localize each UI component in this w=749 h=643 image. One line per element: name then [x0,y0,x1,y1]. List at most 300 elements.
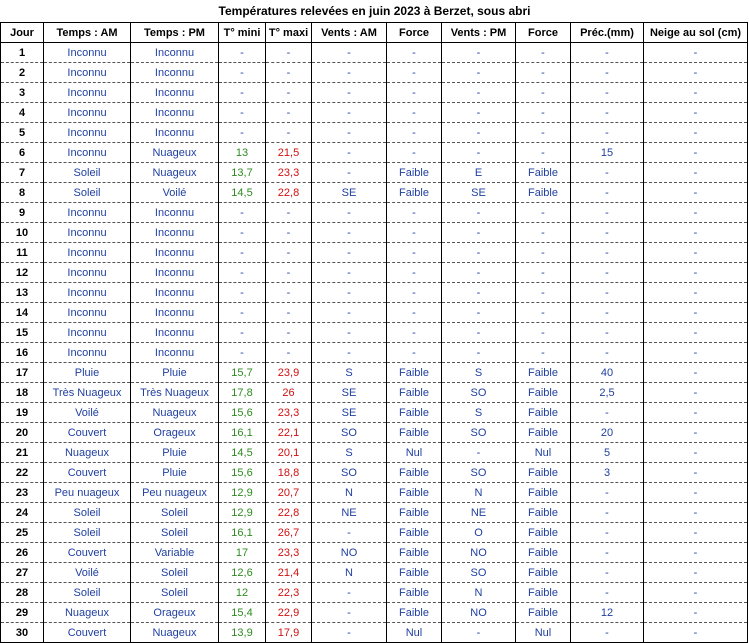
cell-force-pm[interactable]: - [516,343,571,363]
cell-temps-pm[interactable]: Voilé [131,183,219,203]
cell-temps-am[interactable]: Inconnu [44,263,131,283]
cell-vents-am[interactable]: S [312,363,387,383]
col-header-vents-am[interactable]: Vents : AM [312,23,387,43]
cell-tmax[interactable]: - [266,83,312,103]
cell-temps-pm[interactable]: Variable [131,543,219,563]
cell-precip[interactable]: - [571,223,644,243]
cell-vents-am[interactable]: - [312,123,387,143]
cell-force-pm[interactable]: Faible [516,163,571,183]
cell-vents-pm[interactable]: - [442,263,516,283]
cell-force-pm[interactable]: - [516,243,571,263]
cell-vents-am[interactable]: - [312,163,387,183]
cell-vents-am[interactable]: - [312,323,387,343]
col-header-force-pm[interactable]: Force [516,23,571,43]
cell-temps-pm[interactable]: Soleil [131,563,219,583]
cell-tmax[interactable]: - [266,123,312,143]
cell-vents-pm[interactable]: - [442,103,516,123]
cell-precip[interactable]: - [571,403,644,423]
cell-jour[interactable]: 14 [1,303,44,323]
cell-force-am[interactable]: - [387,283,442,303]
cell-precip[interactable]: 3 [571,463,644,483]
cell-jour[interactable]: 1 [1,43,44,63]
cell-temps-pm[interactable]: Inconnu [131,263,219,283]
cell-temps-am[interactable]: Soleil [44,583,131,603]
cell-neige[interactable]: - [644,223,748,243]
col-header-precip[interactable]: Préc.(mm) [571,23,644,43]
col-header-temps-am[interactable]: Temps : AM [44,23,131,43]
cell-vents-am[interactable]: S [312,443,387,463]
cell-temps-am[interactable]: Pluie [44,363,131,383]
cell-force-am[interactable]: - [387,323,442,343]
cell-force-pm[interactable]: Faible [516,543,571,563]
cell-tmin[interactable]: 17 [219,543,266,563]
cell-neige[interactable]: - [644,83,748,103]
cell-jour[interactable]: 3 [1,83,44,103]
cell-force-pm[interactable]: Faible [516,603,571,623]
cell-temps-am[interactable]: Inconnu [44,323,131,343]
cell-force-am[interactable]: - [387,43,442,63]
cell-tmin[interactable]: - [219,83,266,103]
cell-force-pm[interactable]: Faible [516,183,571,203]
col-header-tmin[interactable]: T° mini [219,23,266,43]
cell-force-pm[interactable]: - [516,323,571,343]
cell-precip[interactable]: 2,5 [571,383,644,403]
cell-precip[interactable]: 5 [571,443,644,463]
cell-temps-pm[interactable]: Inconnu [131,43,219,63]
cell-force-am[interactable]: Faible [387,163,442,183]
cell-jour[interactable]: 24 [1,503,44,523]
cell-tmax[interactable]: - [266,283,312,303]
cell-neige[interactable]: - [644,583,748,603]
cell-vents-pm[interactable]: SO [442,423,516,443]
cell-tmax[interactable]: 26,7 [266,523,312,543]
cell-neige[interactable]: - [644,303,748,323]
cell-force-pm[interactable]: Faible [516,403,571,423]
cell-neige[interactable]: - [644,43,748,63]
cell-jour[interactable]: 20 [1,423,44,443]
cell-neige[interactable]: - [644,63,748,83]
cell-neige[interactable]: - [644,283,748,303]
cell-vents-pm[interactable]: N [442,583,516,603]
cell-temps-pm[interactable]: Inconnu [131,103,219,123]
cell-vents-pm[interactable]: - [442,123,516,143]
cell-force-am[interactable]: Faible [387,523,442,543]
cell-neige[interactable]: - [644,143,748,163]
cell-temps-am[interactable]: Voilé [44,563,131,583]
cell-precip[interactable]: 20 [571,423,644,443]
cell-temps-am[interactable]: Soleil [44,523,131,543]
cell-vents-pm[interactable]: - [442,223,516,243]
cell-temps-pm[interactable]: Orageux [131,603,219,623]
cell-precip[interactable]: - [571,543,644,563]
cell-tmin[interactable]: 16,1 [219,523,266,543]
cell-vents-pm[interactable]: - [442,303,516,323]
cell-vents-pm[interactable]: SO [442,383,516,403]
cell-vents-am[interactable]: SO [312,463,387,483]
cell-temps-am[interactable]: Inconnu [44,83,131,103]
cell-tmin[interactable]: - [219,223,266,243]
cell-precip[interactable]: - [571,83,644,103]
cell-jour[interactable]: 2 [1,63,44,83]
cell-tmin[interactable]: 12,6 [219,563,266,583]
cell-jour[interactable]: 25 [1,523,44,543]
cell-force-pm[interactable]: - [516,83,571,103]
cell-temps-am[interactable]: Peu nuageux [44,483,131,503]
cell-vents-am[interactable]: - [312,143,387,163]
cell-temps-am[interactable]: Inconnu [44,63,131,83]
cell-precip[interactable]: - [571,583,644,603]
cell-precip[interactable]: - [571,43,644,63]
cell-neige[interactable]: - [644,443,748,463]
cell-temps-am[interactable]: Couvert [44,463,131,483]
cell-temps-am[interactable]: Soleil [44,163,131,183]
cell-vents-am[interactable]: - [312,603,387,623]
cell-tmin[interactable]: 15,4 [219,603,266,623]
cell-vents-pm[interactable]: NO [442,603,516,623]
cell-neige[interactable]: - [644,263,748,283]
cell-force-pm[interactable]: Faible [516,563,571,583]
cell-tmax[interactable]: 22,3 [266,583,312,603]
cell-vents-am[interactable]: SE [312,183,387,203]
cell-vents-am[interactable]: - [312,583,387,603]
cell-jour[interactable]: 26 [1,543,44,563]
cell-vents-am[interactable]: NO [312,543,387,563]
cell-jour[interactable]: 11 [1,243,44,263]
cell-precip[interactable]: - [571,283,644,303]
cell-temps-pm[interactable]: Inconnu [131,283,219,303]
cell-neige[interactable]: - [644,323,748,343]
cell-neige[interactable]: - [644,403,748,423]
cell-vents-pm[interactable]: O [442,523,516,543]
cell-jour[interactable]: 17 [1,363,44,383]
cell-temps-pm[interactable]: Inconnu [131,243,219,263]
cell-force-pm[interactable]: - [516,303,571,323]
cell-vents-am[interactable]: SO [312,423,387,443]
cell-tmin[interactable]: - [219,323,266,343]
cell-temps-am[interactable]: Soleil [44,503,131,523]
cell-temps-am[interactable]: Couvert [44,423,131,443]
cell-temps-pm[interactable]: Inconnu [131,323,219,343]
cell-precip[interactable]: - [571,203,644,223]
cell-force-pm[interactable]: - [516,43,571,63]
cell-force-am[interactable]: - [387,103,442,123]
cell-jour[interactable]: 12 [1,263,44,283]
cell-temps-pm[interactable]: Pluie [131,463,219,483]
cell-tmin[interactable]: - [219,123,266,143]
cell-tmax[interactable]: - [266,263,312,283]
cell-force-am[interactable]: Faible [387,603,442,623]
cell-temps-am[interactable]: Inconnu [44,283,131,303]
cell-neige[interactable]: - [644,203,748,223]
cell-force-pm[interactable]: - [516,203,571,223]
cell-vents-am[interactable]: SE [312,403,387,423]
cell-tmax[interactable]: - [266,323,312,343]
cell-tmin[interactable]: 15,6 [219,403,266,423]
cell-precip[interactable]: - [571,263,644,283]
cell-jour[interactable]: 28 [1,583,44,603]
cell-temps-pm[interactable]: Inconnu [131,303,219,323]
cell-force-am[interactable]: - [387,303,442,323]
cell-vents-pm[interactable]: - [442,43,516,63]
cell-force-pm[interactable]: Faible [516,583,571,603]
cell-vents-pm[interactable]: SO [442,563,516,583]
cell-neige[interactable]: - [644,483,748,503]
cell-tmin[interactable]: 12,9 [219,483,266,503]
cell-tmax[interactable]: - [266,343,312,363]
cell-tmin[interactable]: - [219,203,266,223]
cell-force-am[interactable]: - [387,123,442,143]
cell-force-pm[interactable]: - [516,223,571,243]
cell-temps-pm[interactable]: Peu nuageux [131,483,219,503]
cell-vents-pm[interactable]: - [442,63,516,83]
cell-force-pm[interactable]: - [516,263,571,283]
cell-neige[interactable]: - [644,563,748,583]
cell-vents-am[interactable]: - [312,623,387,643]
cell-force-am[interactable]: Faible [387,543,442,563]
cell-temps-am[interactable]: Couvert [44,623,131,643]
cell-neige[interactable]: - [644,383,748,403]
cell-neige[interactable]: - [644,623,748,643]
cell-neige[interactable]: - [644,603,748,623]
cell-force-pm[interactable]: - [516,143,571,163]
cell-vents-am[interactable]: - [312,43,387,63]
cell-jour[interactable]: 13 [1,283,44,303]
cell-temps-pm[interactable]: Pluie [131,443,219,463]
cell-force-pm[interactable]: Faible [516,503,571,523]
cell-tmin[interactable]: 15,6 [219,463,266,483]
cell-vents-pm[interactable]: SO [442,463,516,483]
cell-jour[interactable]: 4 [1,103,44,123]
cell-precip[interactable]: - [571,103,644,123]
cell-force-am[interactable]: - [387,343,442,363]
cell-tmax[interactable]: 17,9 [266,623,312,643]
cell-vents-pm[interactable]: - [442,443,516,463]
cell-tmax[interactable]: 23,9 [266,363,312,383]
cell-temps-am[interactable]: Inconnu [44,343,131,363]
cell-precip[interactable]: - [571,623,644,643]
cell-vents-am[interactable]: - [312,103,387,123]
cell-temps-am[interactable]: Inconnu [44,223,131,243]
cell-temps-pm[interactable]: Nuageux [131,623,219,643]
cell-vents-pm[interactable]: - [442,323,516,343]
cell-vents-pm[interactable]: - [442,243,516,263]
cell-vents-pm[interactable]: SE [442,183,516,203]
cell-tmin[interactable]: - [219,263,266,283]
cell-vents-am[interactable]: - [312,523,387,543]
cell-jour[interactable]: 18 [1,383,44,403]
cell-jour[interactable]: 21 [1,443,44,463]
cell-temps-am[interactable]: Couvert [44,543,131,563]
cell-force-pm[interactable]: Faible [516,423,571,443]
cell-jour[interactable]: 6 [1,143,44,163]
cell-force-pm[interactable]: - [516,123,571,143]
cell-vents-pm[interactable]: S [442,403,516,423]
cell-precip[interactable]: - [571,343,644,363]
cell-vents-pm[interactable]: - [442,623,516,643]
cell-vents-am[interactable]: - [312,343,387,363]
cell-force-am[interactable]: Faible [387,583,442,603]
cell-neige[interactable]: - [644,463,748,483]
cell-precip[interactable]: - [571,503,644,523]
cell-precip[interactable]: - [571,523,644,543]
cell-temps-pm[interactable]: Orageux [131,423,219,443]
cell-tmin[interactable]: 13,7 [219,163,266,183]
col-header-temps-pm[interactable]: Temps : PM [131,23,219,43]
cell-tmin[interactable]: - [219,63,266,83]
cell-tmin[interactable]: 16,1 [219,423,266,443]
cell-temps-am[interactable]: Inconnu [44,143,131,163]
cell-temps-pm[interactable]: Nuageux [131,163,219,183]
cell-temps-pm[interactable]: Inconnu [131,123,219,143]
cell-vents-am[interactable]: - [312,263,387,283]
cell-jour[interactable]: 15 [1,323,44,343]
cell-neige[interactable]: - [644,363,748,383]
cell-tmin[interactable]: - [219,103,266,123]
cell-neige[interactable]: - [644,503,748,523]
cell-force-am[interactable]: Nul [387,443,442,463]
cell-tmax[interactable]: - [266,43,312,63]
cell-precip[interactable]: 15 [571,143,644,163]
cell-temps-am[interactable]: Inconnu [44,123,131,143]
cell-precip[interactable]: - [571,123,644,143]
cell-precip[interactable]: 12 [571,603,644,623]
cell-tmin[interactable]: - [219,43,266,63]
cell-force-am[interactable]: Faible [387,403,442,423]
cell-temps-pm[interactable]: Nuageux [131,143,219,163]
col-header-tmax[interactable]: T° maxi [266,23,312,43]
cell-force-pm[interactable]: - [516,283,571,303]
cell-jour[interactable]: 27 [1,563,44,583]
cell-force-am[interactable]: - [387,83,442,103]
cell-temps-pm[interactable]: Inconnu [131,83,219,103]
cell-temps-am[interactable]: Soleil [44,183,131,203]
cell-tmax[interactable]: 23,3 [266,403,312,423]
cell-tmax[interactable]: 22,1 [266,423,312,443]
cell-precip[interactable]: - [571,303,644,323]
cell-force-pm[interactable]: Faible [516,463,571,483]
cell-precip[interactable]: - [571,183,644,203]
cell-vents-am[interactable]: N [312,483,387,503]
cell-force-am[interactable]: Nul [387,623,442,643]
cell-vents-am[interactable]: - [312,223,387,243]
cell-tmax[interactable]: - [266,223,312,243]
cell-force-am[interactable]: - [387,203,442,223]
cell-tmin[interactable]: 13,9 [219,623,266,643]
cell-temps-pm[interactable]: Inconnu [131,203,219,223]
cell-temps-pm[interactable]: Inconnu [131,343,219,363]
cell-neige[interactable]: - [644,183,748,203]
cell-vents-pm[interactable]: NE [442,503,516,523]
cell-vents-am[interactable]: - [312,63,387,83]
cell-force-am[interactable]: Faible [387,463,442,483]
cell-precip[interactable]: - [571,63,644,83]
cell-neige[interactable]: - [644,343,748,363]
cell-force-am[interactable]: Faible [387,363,442,383]
cell-force-pm[interactable]: Faible [516,383,571,403]
cell-vents-am[interactable]: N [312,563,387,583]
cell-jour[interactable]: 10 [1,223,44,243]
cell-tmin[interactable]: - [219,283,266,303]
cell-tmax[interactable]: - [266,103,312,123]
cell-tmin[interactable]: 14,5 [219,183,266,203]
cell-force-am[interactable]: Faible [387,383,442,403]
cell-temps-am[interactable]: Voilé [44,403,131,423]
cell-neige[interactable]: - [644,123,748,143]
cell-precip[interactable]: - [571,243,644,263]
cell-jour[interactable]: 22 [1,463,44,483]
cell-temps-pm[interactable]: Nuageux [131,403,219,423]
cell-jour[interactable]: 7 [1,163,44,183]
col-header-neige[interactable]: Neige au sol (cm) [644,23,748,43]
cell-vents-pm[interactable]: - [442,283,516,303]
cell-tmax[interactable]: 20,1 [266,443,312,463]
cell-vents-pm[interactable]: - [442,83,516,103]
cell-temps-pm[interactable]: Inconnu [131,223,219,243]
cell-precip[interactable]: - [571,483,644,503]
cell-temps-am[interactable]: Nuageux [44,603,131,623]
cell-force-pm[interactable]: Nul [516,443,571,463]
cell-neige[interactable]: - [644,243,748,263]
cell-vents-pm[interactable]: - [442,203,516,223]
cell-vents-am[interactable]: - [312,303,387,323]
cell-force-pm[interactable]: Faible [516,363,571,383]
cell-force-pm[interactable]: Faible [516,483,571,503]
cell-tmin[interactable]: - [219,343,266,363]
cell-jour[interactable]: 9 [1,203,44,223]
cell-temps-am[interactable]: Inconnu [44,203,131,223]
cell-tmin[interactable]: 12 [219,583,266,603]
cell-tmin[interactable]: 12,9 [219,503,266,523]
cell-vents-pm[interactable]: N [442,483,516,503]
cell-tmax[interactable]: 22,8 [266,503,312,523]
cell-tmax[interactable]: 23,3 [266,543,312,563]
cell-precip[interactable]: - [571,563,644,583]
cell-tmax[interactable]: 21,5 [266,143,312,163]
cell-vents-pm[interactable]: - [442,343,516,363]
cell-tmax[interactable]: - [266,203,312,223]
cell-jour[interactable]: 30 [1,623,44,643]
cell-tmax[interactable]: 20,7 [266,483,312,503]
cell-temps-pm[interactable]: Soleil [131,503,219,523]
cell-temps-am[interactable]: Nuageux [44,443,131,463]
cell-tmin[interactable]: - [219,303,266,323]
cell-tmin[interactable]: - [219,243,266,263]
cell-tmin[interactable]: 17,8 [219,383,266,403]
cell-tmin[interactable]: 14,5 [219,443,266,463]
cell-force-pm[interactable]: Faible [516,523,571,543]
cell-temps-am[interactable]: Inconnu [44,303,131,323]
cell-temps-am[interactable]: Inconnu [44,43,131,63]
cell-temps-am[interactable]: Inconnu [44,103,131,123]
cell-force-am[interactable]: - [387,243,442,263]
cell-tmax[interactable]: - [266,303,312,323]
cell-force-am[interactable]: Faible [387,563,442,583]
cell-neige[interactable]: - [644,523,748,543]
cell-force-am[interactable]: - [387,223,442,243]
cell-temps-pm[interactable]: Pluie [131,363,219,383]
cell-neige[interactable]: - [644,163,748,183]
cell-tmin[interactable]: 15,7 [219,363,266,383]
cell-temps-pm[interactable]: Inconnu [131,63,219,83]
cell-vents-pm[interactable]: E [442,163,516,183]
cell-tmax[interactable]: 22,8 [266,183,312,203]
cell-vents-am[interactable]: NE [312,503,387,523]
cell-neige[interactable]: - [644,103,748,123]
cell-neige[interactable]: - [644,423,748,443]
cell-vents-pm[interactable]: NO [442,543,516,563]
cell-force-am[interactable]: Faible [387,183,442,203]
cell-jour[interactable]: 19 [1,403,44,423]
